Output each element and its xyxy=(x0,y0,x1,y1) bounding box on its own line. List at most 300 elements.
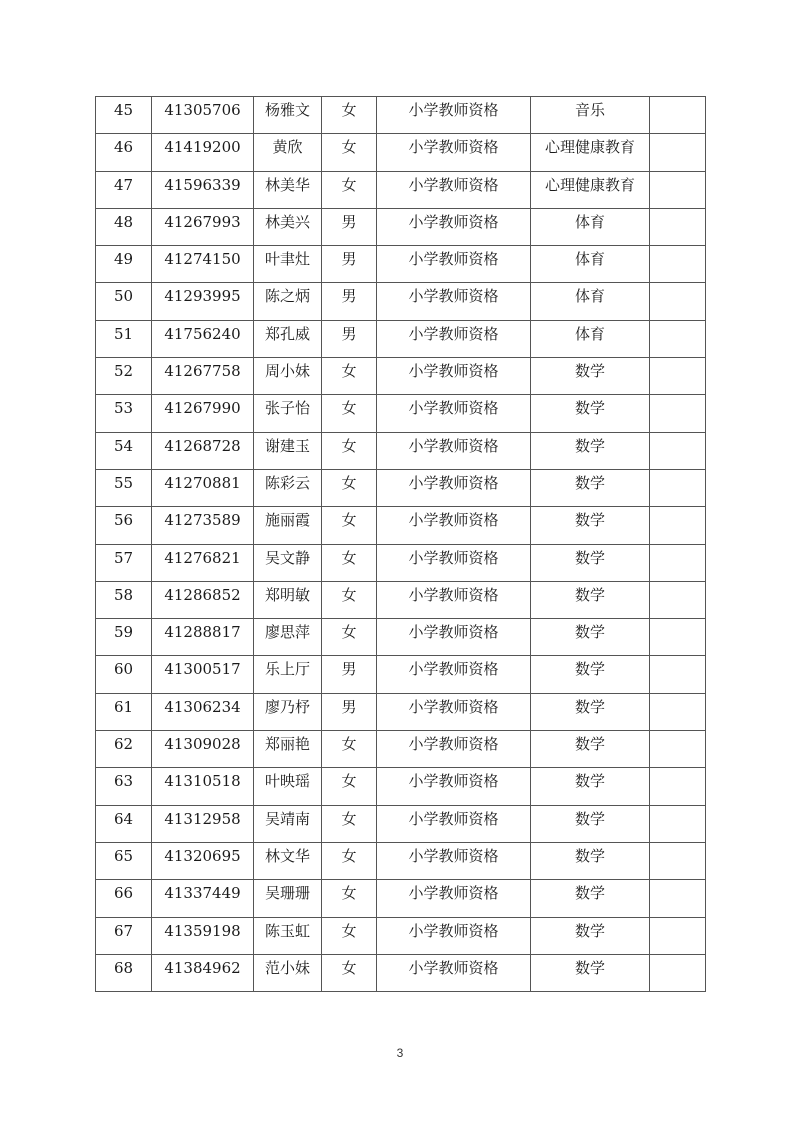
subject-cell xyxy=(531,731,650,768)
gender-cell-text: 女 xyxy=(341,436,357,455)
exam-id-cell-text: 41274150 xyxy=(164,250,241,269)
exam-id-cell xyxy=(152,171,254,208)
row-number-cell-text: 59 xyxy=(113,623,134,642)
qualification-cell-text: 小学教师资格 xyxy=(408,735,499,754)
exam-id-cell-text: 41309028 xyxy=(164,735,241,754)
candidate-name-cell xyxy=(254,656,322,693)
table-row xyxy=(96,880,706,917)
candidate-name-cell xyxy=(254,954,322,991)
gender-cell xyxy=(322,507,377,544)
row-number-cell-text: 55 xyxy=(113,473,134,492)
subject-cell-text: 数学 xyxy=(574,623,605,642)
qualification-cell-text: 小学教师资格 xyxy=(408,585,499,604)
subject-cell-text: 心理健康教育 xyxy=(544,175,635,194)
row-number-cell-text: 61 xyxy=(113,697,134,716)
candidate-name-cell xyxy=(254,97,322,134)
candidate-name-cell xyxy=(254,805,322,842)
remarks-cell xyxy=(650,283,706,320)
table-row xyxy=(96,768,706,805)
remarks-cell xyxy=(650,954,706,991)
row-number-cell xyxy=(96,171,152,208)
qualification-cell xyxy=(377,619,531,656)
subject-cell-text: 数学 xyxy=(574,772,605,791)
qualification-cell-text: 小学教师资格 xyxy=(408,399,499,418)
remarks-cell xyxy=(650,134,706,171)
qualification-cell xyxy=(377,842,531,879)
remarks-cell xyxy=(650,246,706,283)
gender-cell xyxy=(322,842,377,879)
row-number-cell-text: 63 xyxy=(113,772,134,791)
row-number-cell xyxy=(96,842,152,879)
row-number-cell-text: 52 xyxy=(113,362,134,381)
row-number-cell-text: 50 xyxy=(113,287,134,306)
row-number-cell xyxy=(96,134,152,171)
subject-cell-text: 体育 xyxy=(574,250,605,269)
row-number-cell xyxy=(96,581,152,618)
qualification-cell xyxy=(377,656,531,693)
remarks-cell-text xyxy=(650,656,705,662)
candidate-name-cell-text: 叶聿灶 xyxy=(264,250,310,269)
remarks-cell-text xyxy=(650,768,705,774)
exam-id-cell-text: 41288817 xyxy=(164,623,241,642)
gender-cell xyxy=(322,581,377,618)
row-number-cell-text: 67 xyxy=(113,921,134,940)
row-number-cell-text: 49 xyxy=(113,250,134,269)
gender-cell-text: 男 xyxy=(341,287,357,306)
candidate-name-cell-text: 陈之炳 xyxy=(264,287,310,306)
exam-id-cell-text: 41267758 xyxy=(164,362,241,381)
exam-id-cell-text: 41596339 xyxy=(164,175,241,194)
candidate-name-cell-text: 谢建玉 xyxy=(264,436,310,455)
subject-cell-text: 心理健康教育 xyxy=(544,138,635,157)
subject-cell xyxy=(531,134,650,171)
candidate-table xyxy=(95,96,706,992)
subject-cell xyxy=(531,246,650,283)
gender-cell-text: 男 xyxy=(341,660,357,679)
subject-cell-text: 数学 xyxy=(574,362,605,381)
subject-cell xyxy=(531,693,650,730)
qualification-cell xyxy=(377,731,531,768)
candidate-name-cell-text: 吴珊珊 xyxy=(264,884,310,903)
qualification-cell xyxy=(377,581,531,618)
candidate-name-cell xyxy=(254,581,322,618)
gender-cell xyxy=(322,358,377,395)
subject-cell xyxy=(531,171,650,208)
remarks-cell-text xyxy=(650,321,705,327)
subject-cell-text: 体育 xyxy=(574,324,605,343)
gender-cell-text: 女 xyxy=(341,958,357,977)
candidate-name-cell xyxy=(254,246,322,283)
qualification-cell xyxy=(377,693,531,730)
gender-cell xyxy=(322,619,377,656)
subject-cell xyxy=(531,507,650,544)
candidate-name-cell xyxy=(254,619,322,656)
table-row xyxy=(96,954,706,991)
table-row xyxy=(96,97,706,134)
qualification-cell xyxy=(377,805,531,842)
gender-cell xyxy=(322,134,377,171)
exam-id-cell xyxy=(152,619,254,656)
subject-cell xyxy=(531,768,650,805)
qualification-cell xyxy=(377,358,531,395)
candidate-name-cell-text: 黄欣 xyxy=(272,138,303,157)
gender-cell xyxy=(322,469,377,506)
row-number-cell xyxy=(96,954,152,991)
exam-id-cell xyxy=(152,320,254,357)
qualification-cell-text: 小学教师资格 xyxy=(408,846,499,865)
qualification-cell xyxy=(377,171,531,208)
table-row xyxy=(96,842,706,879)
row-number-cell xyxy=(96,320,152,357)
gender-cell-text: 女 xyxy=(341,735,357,754)
candidate-name-cell xyxy=(254,432,322,469)
remarks-cell-text xyxy=(650,731,705,737)
candidate-name-cell xyxy=(254,507,322,544)
gender-cell xyxy=(322,731,377,768)
remarks-cell xyxy=(650,768,706,805)
exam-id-cell xyxy=(152,880,254,917)
row-number-cell xyxy=(96,358,152,395)
row-number-cell-text: 46 xyxy=(113,138,134,157)
subject-cell xyxy=(531,97,650,134)
row-number-cell-text: 56 xyxy=(113,511,134,530)
candidate-name-cell-text: 吴文静 xyxy=(264,548,310,567)
row-number-cell xyxy=(96,507,152,544)
page-number: 3 xyxy=(396,1046,404,1060)
remarks-cell-text xyxy=(650,209,705,215)
subject-cell-text: 数学 xyxy=(574,399,605,418)
row-number-cell-text: 57 xyxy=(113,548,134,567)
remarks-cell xyxy=(650,97,706,134)
row-number-cell xyxy=(96,97,152,134)
remarks-cell xyxy=(650,358,706,395)
qualification-cell-text: 小学教师资格 xyxy=(408,473,499,492)
candidate-name-cell-text: 杨雅文 xyxy=(264,101,310,119)
remarks-cell-text xyxy=(650,880,705,886)
subject-cell xyxy=(531,432,650,469)
exam-id-cell-text: 41337449 xyxy=(164,884,241,903)
exam-id-cell-text: 41310518 xyxy=(164,772,241,791)
exam-id-cell-text: 41419200 xyxy=(164,138,241,157)
candidate-name-cell-text: 陈彩云 xyxy=(264,473,310,492)
gender-cell-text: 男 xyxy=(341,697,357,716)
exam-id-cell xyxy=(152,656,254,693)
candidate-name-cell xyxy=(254,842,322,879)
subject-cell xyxy=(531,954,650,991)
qualification-cell xyxy=(377,320,531,357)
gender-cell-text: 女 xyxy=(341,362,357,381)
remarks-cell-text xyxy=(650,433,705,439)
candidate-name-cell-text: 廖思萍 xyxy=(264,623,310,642)
candidate-name-cell xyxy=(254,768,322,805)
candidate-name-cell-text: 张子怡 xyxy=(264,399,310,418)
row-number-cell-text: 51 xyxy=(113,324,134,343)
subject-cell-text: 数学 xyxy=(574,735,605,754)
remarks-cell xyxy=(650,880,706,917)
candidate-name-cell-text: 乐上厅 xyxy=(264,660,310,679)
exam-id-cell xyxy=(152,917,254,954)
row-number-cell xyxy=(96,693,152,730)
remarks-cell-text xyxy=(650,582,705,588)
qualification-cell-text: 小学教师资格 xyxy=(408,809,499,828)
remarks-cell-text xyxy=(650,134,705,140)
gender-cell xyxy=(322,805,377,842)
row-number-cell xyxy=(96,469,152,506)
subject-cell xyxy=(531,208,650,245)
subject-cell xyxy=(531,842,650,879)
candidate-name-cell xyxy=(254,880,322,917)
qualification-cell-text: 小学教师资格 xyxy=(408,772,499,791)
candidate-name-cell xyxy=(254,358,322,395)
row-number-cell-text: 68 xyxy=(113,958,134,977)
candidate-name-cell-text: 郑丽艳 xyxy=(264,735,310,754)
row-number-cell xyxy=(96,731,152,768)
remarks-cell-text xyxy=(650,545,705,551)
subject-cell xyxy=(531,917,650,954)
qualification-cell-text: 小学教师资格 xyxy=(408,697,499,716)
gender-cell-text: 女 xyxy=(341,884,357,903)
row-number-cell xyxy=(96,917,152,954)
table-row xyxy=(96,656,706,693)
qualification-cell xyxy=(377,395,531,432)
candidate-name-cell-text: 郑明敏 xyxy=(264,585,310,604)
candidate-name-cell xyxy=(254,544,322,581)
subject-cell xyxy=(531,581,650,618)
qualification-cell xyxy=(377,880,531,917)
exam-id-cell xyxy=(152,134,254,171)
candidate-name-cell-text: 叶映瑶 xyxy=(264,772,310,791)
table-row xyxy=(96,544,706,581)
remarks-cell xyxy=(650,395,706,432)
gender-cell-text: 女 xyxy=(341,623,357,642)
exam-id-cell xyxy=(152,395,254,432)
gender-cell xyxy=(322,768,377,805)
subject-cell-text: 体育 xyxy=(574,212,605,231)
exam-id-cell-text: 41276821 xyxy=(164,548,241,567)
qualification-cell xyxy=(377,917,531,954)
exam-id-cell-text: 41286852 xyxy=(164,585,241,604)
row-number-cell xyxy=(96,805,152,842)
row-number-cell-text: 58 xyxy=(113,585,134,604)
remarks-cell xyxy=(650,208,706,245)
subject-cell-text: 数学 xyxy=(574,884,605,903)
gender-cell xyxy=(322,432,377,469)
qualification-cell xyxy=(377,208,531,245)
table-row xyxy=(96,358,706,395)
table-row xyxy=(96,917,706,954)
candidate-name-cell-text: 施丽霞 xyxy=(264,511,310,530)
row-number-cell xyxy=(96,395,152,432)
candidate-name-cell xyxy=(254,171,322,208)
exam-id-cell-text: 41268728 xyxy=(164,436,241,455)
subject-cell xyxy=(531,619,650,656)
qualification-cell-text: 小学教师资格 xyxy=(408,884,499,903)
candidate-name-cell xyxy=(254,917,322,954)
candidate-table-body xyxy=(96,97,706,992)
remarks-cell xyxy=(650,805,706,842)
table-row xyxy=(96,693,706,730)
candidate-name-cell-text: 廖乃杼 xyxy=(264,697,310,716)
qualification-cell-text: 小学教师资格 xyxy=(408,921,499,940)
subject-cell xyxy=(531,283,650,320)
subject-cell-text: 数学 xyxy=(574,436,605,455)
gender-cell xyxy=(322,208,377,245)
row-number-cell-text: 45 xyxy=(113,101,134,119)
subject-cell-text: 数学 xyxy=(574,697,605,716)
table-row xyxy=(96,208,706,245)
candidate-name-cell-text: 林文华 xyxy=(264,846,310,865)
table-row xyxy=(96,507,706,544)
exam-id-cell xyxy=(152,283,254,320)
qualification-cell xyxy=(377,283,531,320)
remarks-cell-text xyxy=(650,507,705,513)
exam-id-cell-text: 41320695 xyxy=(164,846,241,865)
exam-id-cell-text: 41270881 xyxy=(164,473,241,492)
subject-cell xyxy=(531,544,650,581)
row-number-cell-text: 54 xyxy=(113,436,134,455)
gender-cell-text: 女 xyxy=(341,585,357,604)
remarks-cell xyxy=(650,432,706,469)
gender-cell xyxy=(322,283,377,320)
qualification-cell xyxy=(377,507,531,544)
qualification-cell xyxy=(377,954,531,991)
gender-cell xyxy=(322,954,377,991)
remarks-cell-text xyxy=(650,955,705,961)
candidate-name-cell-text: 林美华 xyxy=(264,175,310,194)
remarks-cell-text xyxy=(650,470,705,476)
qualification-cell-text: 小学教师资格 xyxy=(408,623,499,642)
subject-cell-text: 数学 xyxy=(574,958,605,977)
qualification-cell-text: 小学教师资格 xyxy=(408,212,499,231)
subject-cell xyxy=(531,805,650,842)
row-number-cell-text: 48 xyxy=(113,212,134,231)
exam-id-cell xyxy=(152,544,254,581)
candidate-name-cell-text: 林美兴 xyxy=(264,212,310,231)
exam-id-cell xyxy=(152,97,254,134)
candidate-name-cell xyxy=(254,731,322,768)
exam-id-cell xyxy=(152,246,254,283)
subject-cell-text: 数学 xyxy=(574,660,605,679)
qualification-cell-text: 小学教师资格 xyxy=(408,660,499,679)
gender-cell-text: 男 xyxy=(341,212,357,231)
gender-cell-text: 女 xyxy=(341,772,357,791)
remarks-cell xyxy=(650,842,706,879)
gender-cell-text: 女 xyxy=(341,511,357,530)
row-number-cell-text: 47 xyxy=(113,175,134,194)
candidate-name-cell-text: 周小妹 xyxy=(264,362,310,381)
qualification-cell-text: 小学教师资格 xyxy=(408,548,499,567)
qualification-cell-text: 小学教师资格 xyxy=(408,324,499,343)
exam-id-cell xyxy=(152,432,254,469)
remarks-cell-text xyxy=(650,172,705,178)
subject-cell-text: 体育 xyxy=(574,287,605,306)
exam-id-cell-text: 41756240 xyxy=(164,324,241,343)
subject-cell xyxy=(531,320,650,357)
qualification-cell xyxy=(377,246,531,283)
exam-id-cell xyxy=(152,954,254,991)
gender-cell xyxy=(322,395,377,432)
exam-id-cell xyxy=(152,358,254,395)
remarks-cell xyxy=(650,581,706,618)
gender-cell xyxy=(322,320,377,357)
remarks-cell xyxy=(650,469,706,506)
remarks-cell xyxy=(650,731,706,768)
subject-cell xyxy=(531,469,650,506)
exam-id-cell xyxy=(152,469,254,506)
gender-cell xyxy=(322,880,377,917)
candidate-name-cell xyxy=(254,395,322,432)
subject-cell-text: 数学 xyxy=(574,585,605,604)
qualification-cell xyxy=(377,432,531,469)
exam-id-cell xyxy=(152,842,254,879)
qualification-cell xyxy=(377,97,531,134)
candidate-name-cell xyxy=(254,134,322,171)
gender-cell xyxy=(322,656,377,693)
remarks-cell-text xyxy=(650,246,705,252)
subject-cell-text: 数学 xyxy=(574,809,605,828)
gender-cell xyxy=(322,693,377,730)
qualification-cell xyxy=(377,134,531,171)
table-row xyxy=(96,469,706,506)
exam-id-cell xyxy=(152,208,254,245)
remarks-cell-text xyxy=(650,918,705,924)
row-number-cell-text: 53 xyxy=(113,399,134,418)
exam-id-cell xyxy=(152,768,254,805)
remarks-cell xyxy=(650,171,706,208)
subject-cell xyxy=(531,395,650,432)
row-number-cell xyxy=(96,880,152,917)
remarks-cell xyxy=(650,656,706,693)
exam-id-cell-text: 41273589 xyxy=(164,511,241,530)
remarks-cell-text xyxy=(650,843,705,849)
gender-cell-text: 女 xyxy=(341,101,357,119)
gender-cell-text: 女 xyxy=(341,809,357,828)
qualification-cell xyxy=(377,544,531,581)
exam-id-cell-text: 41267993 xyxy=(164,212,241,231)
row-number-cell-text: 66 xyxy=(113,884,134,903)
table-row xyxy=(96,805,706,842)
qualification-cell-text: 小学教师资格 xyxy=(408,511,499,530)
table-row xyxy=(96,619,706,656)
exam-id-cell xyxy=(152,805,254,842)
exam-id-cell xyxy=(152,581,254,618)
table-row xyxy=(96,581,706,618)
exam-id-cell-text: 41267990 xyxy=(164,399,241,418)
remarks-cell xyxy=(650,917,706,954)
subject-cell-text: 数学 xyxy=(574,473,605,492)
exam-id-cell-text: 41293995 xyxy=(164,287,241,306)
row-number-cell xyxy=(96,656,152,693)
candidate-name-cell-text: 吴靖南 xyxy=(264,809,310,828)
gender-cell-text: 女 xyxy=(341,138,357,157)
remarks-cell xyxy=(650,320,706,357)
table-row xyxy=(96,432,706,469)
gender-cell-text: 女 xyxy=(341,921,357,940)
row-number-cell xyxy=(96,619,152,656)
gender-cell-text: 女 xyxy=(341,548,357,567)
qualification-cell xyxy=(377,768,531,805)
table-row xyxy=(96,246,706,283)
qualification-cell-text: 小学教师资格 xyxy=(408,101,499,119)
row-number-cell xyxy=(96,283,152,320)
candidate-name-cell xyxy=(254,320,322,357)
qualification-cell-text: 小学教师资格 xyxy=(408,362,499,381)
row-number-cell xyxy=(96,246,152,283)
subject-cell-text: 数学 xyxy=(574,846,605,865)
gender-cell-text: 男 xyxy=(341,324,357,343)
gender-cell-text: 女 xyxy=(341,473,357,492)
table-row xyxy=(96,395,706,432)
